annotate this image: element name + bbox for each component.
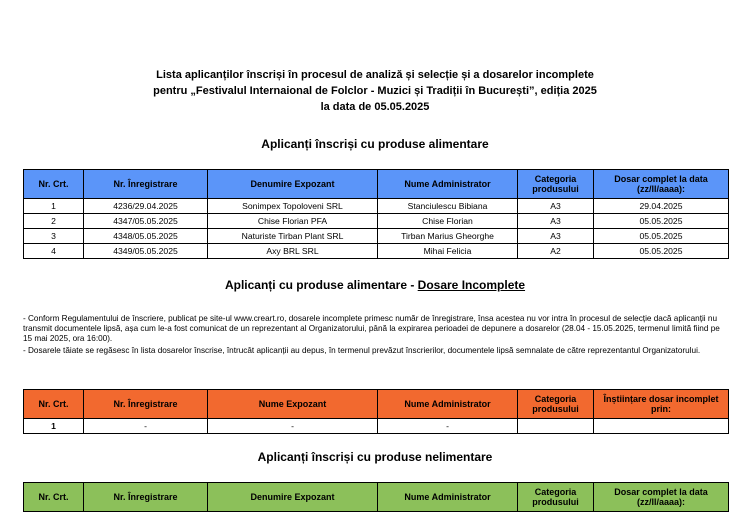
column-header: Nume Expozant [208,390,378,419]
table-dosare-incomplete [23,389,729,434]
table-cell: A3 [518,214,594,229]
table-cell: Chise Florian PFA [208,214,378,229]
table-cell: A2 [518,244,594,259]
table-cell: 05.05.2025 [594,214,729,229]
table-alimentare [23,169,729,259]
table-header-row [24,170,729,199]
note-paragraph: - Conform Regulamentului de înscriere, publicat pe site-ul www.creart.ro, dosarele incomplete primesc număr de înregistrare, însa acestea nu vor intra în procesul de selecție dacă aplicanții nu transmit documentele lipsă, așa cum le-a fost comunicat de un reprezentant al Organizatorului, până la expirarea perioadei de depunere a dosarelor (28.04 - 15.05.2025, termenul limită fiind pe 15 mai 2025, ora 16:00). [23,314,720,343]
column-header: Nr. Înregistrare [84,390,208,419]
column-header: Categoria produsului [518,390,594,419]
table-cell: A3 [518,229,594,244]
column-header: Denumire Expozant [208,483,378,512]
table-cell: 05.05.2025 [594,244,729,259]
table-cell: 05.05.2025 [594,229,729,244]
header-line-2: pentru „Festivalul Internaional de Folclor - Muzici și Tradiții în București”, ediția 2025 [153,85,597,97]
column-header: Nr. Înregistrare [84,170,208,199]
table-nealimentare [23,482,729,512]
column-header: Nume Administrator [378,170,518,199]
table-cell: 4 [24,244,84,259]
table-row [24,229,729,244]
table-cell: - [208,419,378,434]
table-cell: Axy BRL SRL [208,244,378,259]
table-cell: - [84,419,208,434]
table-cell: 29.04.2025 [594,199,729,214]
table-cell: Chise Florian [378,214,518,229]
header-line-3: la data de 05.05.2025 [320,101,430,113]
table-cell: 4236/29.04.2025 [84,199,208,214]
column-header: Denumire Expozant [208,170,378,199]
table-cell: 1 [24,419,84,434]
table-row [24,244,729,259]
column-header: Nr. Crt. [24,483,84,512]
table-row [24,214,729,229]
table-cell: Sonimpex Topoloveni SRL [208,199,378,214]
column-header: Înștiințare dosar incomplet prin: [594,390,729,419]
table-cell [594,419,729,434]
table-cell: Mihai Felicia [378,244,518,259]
table-header-row [24,390,729,419]
section-title-nealimentare: Aplicanți înscriși cu produse nelimentare [257,450,493,464]
column-header: Categoria produsului [518,170,594,199]
notes-block [23,314,731,358]
column-header: Nume Administrator [378,483,518,512]
section-title-prefix: Aplicanți cu produse alimentare - [224,278,418,292]
table-row [24,419,729,434]
section-title-underlined: Dosare Incomplete [417,278,526,292]
section-title-incomplete [0,278,750,292]
document-header [0,67,750,115]
column-header: Categoria produsului [518,483,594,512]
note-paragraph: - Dosarele tăiate se regăsesc în lista dosarelor înscrise, întrucât aplicanții au depus, în termenul prevăzut înscrierilor, documentele lipsă semnalate de către reprezentantul Organizatorului. [23,346,701,355]
table-cell: 4348/05.05.2025 [84,229,208,244]
column-header: Dosar complet la data (zz/ll/aaaa): [594,483,729,512]
table-cell: A3 [518,199,594,214]
header-line-1: Lista aplicanților înscriși în procesul de analiză și selecție și a dosarelor incomplete [156,69,594,81]
table-cell: 3 [24,229,84,244]
table-cell: Tirban Marius Gheorghe [378,229,518,244]
column-header: Nr. Înregistrare [84,483,208,512]
column-header: Nr. Crt. [24,390,84,419]
table-cell: 1 [24,199,84,214]
table-cell: 2 [24,214,84,229]
table-cell: Naturiste Tirban Plant SRL [208,229,378,244]
table-cell: 4347/05.05.2025 [84,214,208,229]
section-title-alimentare: Aplicanți înscriși cu produse alimentare [261,137,489,151]
table-row [24,199,729,214]
table-cell [518,419,594,434]
column-header: Dosar complet la data (zz/ll/aaaa): [594,170,729,199]
column-header: Nr. Crt. [24,170,84,199]
table-cell: - [378,419,518,434]
table-cell: 4349/05.05.2025 [84,244,208,259]
table-header-row [24,483,729,512]
column-header: Nume Administrator [378,390,518,419]
table-cell: Stanciulescu Bibiana [378,199,518,214]
